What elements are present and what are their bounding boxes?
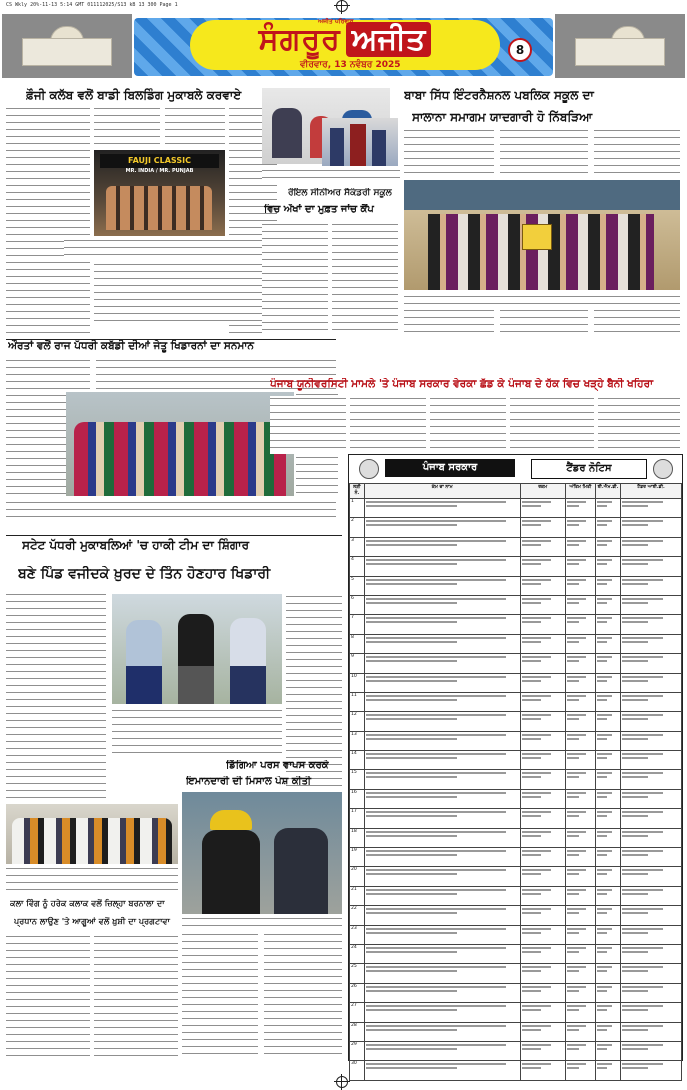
row-serial: 20 bbox=[350, 867, 365, 886]
col-work-name: ਕੰਮ ਦਾ ਨਾਮ bbox=[364, 484, 520, 499]
table-row bbox=[350, 673, 682, 692]
table-cell bbox=[520, 712, 565, 731]
photo-kabaddi-players bbox=[66, 392, 294, 496]
table-cell bbox=[520, 1041, 565, 1060]
article-body-university-col1 bbox=[270, 396, 346, 454]
table-cell bbox=[520, 634, 565, 653]
table-cell bbox=[621, 557, 682, 576]
tender-header bbox=[349, 455, 682, 481]
table-cell bbox=[596, 499, 621, 518]
table-cell bbox=[596, 654, 621, 673]
table-cell bbox=[520, 809, 565, 828]
table-row bbox=[350, 1022, 682, 1041]
table-cell bbox=[565, 964, 595, 983]
col-deadline: ਅੰਤਿਮ ਮਿਤੀ bbox=[565, 484, 595, 499]
table-cell bbox=[596, 964, 621, 983]
article-body-university-col5 bbox=[598, 396, 680, 454]
row-serial: 14 bbox=[350, 751, 365, 770]
table-cell bbox=[621, 634, 682, 653]
table-cell bbox=[621, 789, 682, 808]
table-cell bbox=[596, 673, 621, 692]
table-row bbox=[350, 1061, 682, 1080]
table-cell bbox=[621, 751, 682, 770]
headline-honesty-2: ਇਮਾਨਦਾਰੀ ਦੀ ਮਿਸਾਲ ਪੇਸ਼ ਕੀਤੀ bbox=[186, 776, 312, 787]
article-body-university-col2 bbox=[350, 396, 426, 454]
table-cell bbox=[596, 712, 621, 731]
table-cell bbox=[596, 557, 621, 576]
table-cell bbox=[565, 983, 595, 1002]
table-cell bbox=[596, 576, 621, 595]
table-cell bbox=[596, 692, 621, 711]
table-cell bbox=[364, 557, 520, 576]
headline-eye-camp-1: ਰੌਇਲ ਸੀਨੀਅਰ ਸੈਕੰਡਰੀ ਸਕੂਲ bbox=[288, 188, 392, 198]
table-row bbox=[350, 809, 682, 828]
table-cell bbox=[621, 1022, 682, 1041]
row-serial: 6 bbox=[350, 595, 365, 614]
table-row bbox=[350, 867, 682, 886]
table-cell bbox=[520, 867, 565, 886]
row-serial: 26 bbox=[350, 983, 365, 1002]
photo-caption-baba-sidh bbox=[404, 294, 680, 306]
table-cell bbox=[364, 615, 520, 634]
table-cell bbox=[364, 983, 520, 1002]
table-row bbox=[350, 615, 682, 634]
table-cell bbox=[520, 673, 565, 692]
table-cell bbox=[364, 576, 520, 595]
table-cell bbox=[364, 848, 520, 867]
government-seal-icon bbox=[359, 459, 379, 479]
table-row bbox=[350, 789, 682, 808]
table-cell bbox=[621, 906, 682, 925]
table-cell bbox=[565, 1003, 595, 1022]
table-cell bbox=[565, 770, 595, 789]
table-cell bbox=[520, 848, 565, 867]
article-body-fauji-col3 bbox=[165, 106, 225, 146]
table-cell bbox=[621, 828, 682, 847]
table-cell bbox=[565, 789, 595, 808]
table-cell bbox=[565, 537, 595, 556]
table-cell bbox=[565, 499, 595, 518]
divider-2 bbox=[6, 535, 342, 536]
row-serial: 2 bbox=[350, 518, 365, 537]
table-row bbox=[350, 634, 682, 653]
table-row bbox=[350, 964, 682, 983]
table-cell bbox=[520, 1061, 565, 1080]
table-cell bbox=[596, 809, 621, 828]
row-serial: 27 bbox=[350, 1003, 365, 1022]
masthead-photo-right bbox=[555, 14, 685, 78]
table-row bbox=[350, 944, 682, 963]
table-cell bbox=[621, 595, 682, 614]
headline-baba-sidh-2: ਸਾਲਾਨਾ ਸਮਾਗਮ ਯਾਦਗਾਰੀ ਹੋ ਨਿੱਬੜਿਆ bbox=[412, 110, 593, 124]
article-body-university-col4 bbox=[510, 396, 594, 454]
page-number: 8 bbox=[508, 38, 532, 62]
table-cell bbox=[621, 925, 682, 944]
table-cell bbox=[596, 925, 621, 944]
table-cell bbox=[596, 944, 621, 963]
table-cell bbox=[621, 886, 682, 905]
table-cell bbox=[621, 576, 682, 595]
table-cell bbox=[621, 615, 682, 634]
table-cell bbox=[520, 944, 565, 963]
row-serial: 17 bbox=[350, 809, 365, 828]
tender-government-title: ਪੰਜਾਬ ਸਰਕਾਰ bbox=[385, 459, 515, 477]
table-row bbox=[350, 499, 682, 518]
table-cell bbox=[621, 518, 682, 537]
table-cell bbox=[596, 1022, 621, 1041]
table-cell bbox=[596, 1061, 621, 1080]
row-serial: 15 bbox=[350, 770, 365, 789]
table-cell bbox=[565, 692, 595, 711]
table-cell bbox=[565, 925, 595, 944]
table-cell bbox=[520, 518, 565, 537]
table-cell bbox=[565, 906, 595, 925]
table-cell bbox=[364, 770, 520, 789]
table-cell bbox=[520, 595, 565, 614]
table-cell bbox=[364, 499, 520, 518]
row-serial: 18 bbox=[350, 828, 365, 847]
table-cell bbox=[596, 537, 621, 556]
masthead-paper-name: ਅਜੀਤ bbox=[346, 22, 432, 57]
table-cell bbox=[364, 537, 520, 556]
banner-fauji-classic: FAUJI CLASSIC bbox=[100, 154, 219, 168]
table-row bbox=[350, 1003, 682, 1022]
table-cell bbox=[364, 595, 520, 614]
row-serial: 28 bbox=[350, 1022, 365, 1041]
table-row bbox=[350, 518, 682, 537]
row-serial: 25 bbox=[350, 964, 365, 983]
headline-honesty-1: ਡਿੱਗਿਆ ਪਰਸ ਵਾਪਸ ਕਰਕੇ bbox=[226, 760, 329, 771]
masthead-tagline: ਅਜੀਤ ਪਰਿਵਾਰ bbox=[318, 18, 354, 25]
row-serial: 23 bbox=[350, 925, 365, 944]
table-cell bbox=[364, 925, 520, 944]
article-body-hockey-col1 bbox=[6, 592, 106, 800]
article-body-kala-col2 bbox=[94, 934, 178, 1058]
table-row bbox=[350, 886, 682, 905]
table-cell bbox=[565, 809, 595, 828]
row-serial: 29 bbox=[350, 1041, 365, 1060]
table-cell bbox=[364, 654, 520, 673]
article-body-kala-col1 bbox=[6, 934, 90, 1058]
masthead-city: ਸੰਗਰੂਰ bbox=[258, 22, 341, 57]
tender-table bbox=[349, 483, 682, 1081]
row-serial: 9 bbox=[350, 654, 365, 673]
article-body-eye-camp-col1 bbox=[262, 222, 328, 334]
article-body-baba-sidh-col5 bbox=[500, 308, 588, 338]
headline-baba-sidh-1: ਬਾਬਾ ਸਿੱਧ ਇੰਟਰਨੈਸ਼ਨਲ ਪਬਲਿਕ ਸਕੂਲ ਦਾ bbox=[404, 88, 594, 102]
photo-honesty bbox=[182, 792, 342, 914]
col-amount: ਰਕਮ bbox=[520, 484, 565, 499]
table-cell bbox=[621, 809, 682, 828]
table-cell bbox=[364, 809, 520, 828]
article-body-university-col3 bbox=[430, 396, 506, 454]
table-cell bbox=[621, 692, 682, 711]
headline-kala-club-2: ਪ੍ਰਧਾਨ ਲਾਉਣ 'ਤੇ ਆਗੂਆਂ ਵਲੋਂ ਖ਼ੁਸ਼ੀ ਦਾ ਪ੍ਰਗਟਾਵਾ bbox=[14, 916, 170, 926]
table-cell bbox=[565, 557, 595, 576]
table-cell bbox=[364, 789, 520, 808]
table-cell bbox=[621, 673, 682, 692]
table-cell bbox=[621, 770, 682, 789]
table-row bbox=[350, 848, 682, 867]
headline-women-honour: ਔਰਤਾਂ ਵਲੋਂ ਰਾਜ ਪੱਧਰੀ ਕਬੱਡੀ ਦੀਆਂ ਜੇਤੂ ਖਿਡਾਰਨਾਂ ਦਾ ਸਨਮਾਨ bbox=[8, 340, 254, 352]
emblem-icon bbox=[653, 459, 673, 479]
photo-bodybuilding bbox=[94, 150, 225, 236]
col-serial: ਲੜੀ ਨੰ. bbox=[350, 484, 365, 499]
headline-hockey-1: ਸਟੇਟ ਪੱਧਰੀ ਮੁਕਾਬਲਿਆਂ 'ਚ ਹਾਕੀ ਟੀਮ ਦਾ ਸ਼ਿੰਗਾਰ bbox=[22, 538, 250, 552]
table-cell bbox=[596, 983, 621, 1002]
table-row bbox=[350, 770, 682, 789]
table-cell bbox=[621, 499, 682, 518]
table-cell bbox=[596, 751, 621, 770]
table-cell bbox=[520, 983, 565, 1002]
article-body-baba-sidh-col3 bbox=[594, 128, 680, 178]
table-row bbox=[350, 654, 682, 673]
row-serial: 13 bbox=[350, 731, 365, 750]
table-cell bbox=[520, 906, 565, 925]
photo-caption-honesty bbox=[182, 916, 342, 928]
table-cell bbox=[596, 886, 621, 905]
table-cell bbox=[621, 867, 682, 886]
table-cell bbox=[364, 731, 520, 750]
table-cell bbox=[565, 944, 595, 963]
table-cell bbox=[565, 576, 595, 595]
table-cell bbox=[621, 731, 682, 750]
table-cell bbox=[520, 692, 565, 711]
article-body-baba-sidh-col4 bbox=[404, 308, 494, 338]
photo-kala-club bbox=[6, 804, 178, 864]
article-body-fauji-col2 bbox=[94, 106, 160, 146]
table-cell bbox=[364, 634, 520, 653]
article-body-fauji-bottom bbox=[94, 262, 278, 322]
table-cell bbox=[596, 731, 621, 750]
table-cell bbox=[565, 828, 595, 847]
table-cell bbox=[565, 867, 595, 886]
table-cell bbox=[565, 848, 595, 867]
table-cell bbox=[565, 731, 595, 750]
table-cell bbox=[565, 1041, 595, 1060]
table-row bbox=[350, 1041, 682, 1060]
table-row bbox=[350, 692, 682, 711]
article-body-honesty-col2 bbox=[264, 932, 342, 1058]
table-cell bbox=[565, 1022, 595, 1041]
table-cell bbox=[621, 964, 682, 983]
table-row bbox=[350, 557, 682, 576]
row-serial: 8 bbox=[350, 634, 365, 653]
table-cell bbox=[565, 518, 595, 537]
table-cell bbox=[520, 576, 565, 595]
table-cell bbox=[565, 1061, 595, 1080]
print-slug: CS Wkly 20%-11-13 5:14 GMT 011112025/S13 kB 13 300 Page 1 bbox=[6, 2, 178, 8]
photo-hockey-players bbox=[112, 594, 282, 704]
table-cell bbox=[520, 557, 565, 576]
table-cell bbox=[596, 1003, 621, 1022]
table-cell bbox=[565, 615, 595, 634]
table-cell bbox=[621, 944, 682, 963]
table-cell bbox=[364, 867, 520, 886]
photo-annual-function bbox=[404, 180, 680, 290]
photo-caption-women bbox=[6, 500, 336, 522]
headline-hockey-2: ਬਣੇ ਪਿੰਡ ਵਜੀਦਕੇ ਖ਼ੁਰਦ ਦੇ ਤਿੰਨ ਹੋਣਹਾਰ ਖਿਡਾਰੀ bbox=[18, 566, 271, 582]
article-body-honesty-col1 bbox=[182, 932, 258, 1058]
table-cell bbox=[364, 964, 520, 983]
table-cell bbox=[596, 634, 621, 653]
table-cell bbox=[596, 770, 621, 789]
col-emd: ਈ.ਐਮ.ਡੀ. bbox=[596, 484, 621, 499]
table-row bbox=[350, 906, 682, 925]
table-cell bbox=[520, 499, 565, 518]
table-cell bbox=[520, 964, 565, 983]
table-cell bbox=[596, 848, 621, 867]
row-serial: 19 bbox=[350, 848, 365, 867]
headline-university: ਪੰਜਾਬ ਯੂਨੀਵਰਸਿਟੀ ਮਾਮਲੇ 'ਤੇ ਪੰਜਾਬ ਸਰਕਾਰ ਵੇਰਕਾ ਛੱਡ ਕੇ ਪੰਜਾਬ ਦੇ ਹੱਕ ਵਿਚ ਖੜ੍ਹੇ ਬੈਨੀ ਖਹਿਰਾ bbox=[270, 378, 654, 390]
table-cell bbox=[364, 673, 520, 692]
table-cell bbox=[596, 1041, 621, 1060]
row-serial: 10 bbox=[350, 673, 365, 692]
tender-notice-title: ਟੈਂਡਰ ਨੋਟਿਸ bbox=[531, 459, 647, 479]
table-cell bbox=[520, 731, 565, 750]
banner-fauji-subtitle: MR. INDIA / MR. PUNJAB bbox=[125, 168, 194, 174]
table-cell bbox=[364, 886, 520, 905]
table-row bbox=[350, 983, 682, 1002]
photo-eye-camp-2 bbox=[322, 118, 398, 166]
table-cell bbox=[520, 751, 565, 770]
table-cell bbox=[364, 828, 520, 847]
table-cell bbox=[596, 595, 621, 614]
row-serial: 3 bbox=[350, 537, 365, 556]
table-cell bbox=[364, 906, 520, 925]
row-serial: 12 bbox=[350, 712, 365, 731]
row-serial: 5 bbox=[350, 576, 365, 595]
table-row bbox=[350, 576, 682, 595]
table-cell bbox=[520, 1003, 565, 1022]
photo-caption-eye-camp bbox=[262, 168, 400, 184]
tender-notice bbox=[348, 454, 683, 1067]
table-row bbox=[350, 925, 682, 944]
table-cell bbox=[364, 751, 520, 770]
headline-eye-camp-2: ਵਿਚ ਅੱਖਾਂ ਦਾ ਮੁਫ਼ਤ ਜਾਂਚ ਕੈਂਪ bbox=[264, 204, 374, 215]
table-cell bbox=[520, 770, 565, 789]
article-body-hockey-col2 bbox=[112, 708, 282, 754]
table-cell bbox=[621, 1041, 682, 1060]
table-row bbox=[350, 731, 682, 750]
article-body-eye-camp-col2 bbox=[332, 222, 398, 334]
article-body-baba-sidh-col6 bbox=[594, 308, 680, 338]
row-serial: 24 bbox=[350, 944, 365, 963]
row-serial: 1 bbox=[350, 499, 365, 518]
col-tender-id: ਟੈਂਡਰ ਆਈ.ਡੀ. bbox=[621, 484, 682, 499]
table-cell bbox=[364, 1041, 520, 1060]
masthead-date: ਵੀਰਵਾਰ, 13 ਨਵੰਬਰ 2025 bbox=[300, 60, 401, 70]
headline-fauji-club: ਫ਼ੌਜੀ ਕਲੱਬ ਵਲੋਂ ਬਾਡੀ ਬਿਲਡਿੰਗ ਮੁਕਾਬਲੇ ਕਰਵਾਏ bbox=[26, 88, 242, 102]
registration-mark-bottom bbox=[336, 1076, 348, 1088]
table-row bbox=[350, 595, 682, 614]
table-cell bbox=[364, 944, 520, 963]
table-cell bbox=[621, 654, 682, 673]
table-cell bbox=[621, 1003, 682, 1022]
table-cell bbox=[364, 692, 520, 711]
table-cell bbox=[520, 654, 565, 673]
table-cell bbox=[596, 615, 621, 634]
table-cell bbox=[364, 1022, 520, 1041]
row-serial: 22 bbox=[350, 906, 365, 925]
photo-caption-kala-club bbox=[6, 866, 178, 894]
table-row bbox=[350, 712, 682, 731]
table-cell bbox=[565, 751, 595, 770]
table-cell bbox=[596, 518, 621, 537]
row-serial: 4 bbox=[350, 557, 365, 576]
row-serial: 30 bbox=[350, 1061, 365, 1080]
table-cell bbox=[520, 925, 565, 944]
table-cell bbox=[596, 867, 621, 886]
row-serial: 21 bbox=[350, 886, 365, 905]
row-serial: 7 bbox=[350, 615, 365, 634]
table-cell bbox=[565, 673, 595, 692]
table-cell bbox=[520, 789, 565, 808]
headline-kala-club-1: ਕਲਾ ਵਿੰਗ ਨੂੰ ਹਰੇਕ ਕਲਾਕ ਵਲੋਂ ਜ਼ਿਲ੍ਹਾ ਬਰਨਾਲਾ ਦਾ bbox=[10, 898, 165, 908]
row-serial: 16 bbox=[350, 789, 365, 808]
table-row bbox=[350, 751, 682, 770]
masthead-photo-left bbox=[2, 14, 132, 78]
table-cell bbox=[364, 712, 520, 731]
table-cell bbox=[520, 886, 565, 905]
tender-table-header bbox=[350, 484, 682, 499]
table-cell bbox=[520, 615, 565, 634]
table-cell bbox=[364, 1061, 520, 1080]
table-cell bbox=[596, 906, 621, 925]
table-cell bbox=[621, 848, 682, 867]
article-body-baba-sidh-col2 bbox=[500, 128, 588, 178]
table-cell bbox=[565, 634, 595, 653]
row-serial: 11 bbox=[350, 692, 365, 711]
table-cell bbox=[621, 983, 682, 1002]
table-row bbox=[350, 828, 682, 847]
table-cell bbox=[565, 712, 595, 731]
table-row bbox=[350, 537, 682, 556]
table-cell bbox=[596, 789, 621, 808]
table-cell bbox=[364, 518, 520, 537]
table-cell bbox=[621, 1061, 682, 1080]
table-cell bbox=[364, 1003, 520, 1022]
article-body-fauji-col1 bbox=[6, 106, 90, 336]
photo-caption-fauji bbox=[64, 238, 278, 260]
table-cell bbox=[520, 1022, 565, 1041]
table-cell bbox=[621, 537, 682, 556]
table-cell bbox=[621, 712, 682, 731]
table-cell bbox=[565, 595, 595, 614]
table-cell bbox=[520, 537, 565, 556]
table-cell bbox=[520, 828, 565, 847]
table-cell bbox=[565, 886, 595, 905]
table-cell bbox=[596, 828, 621, 847]
table-cell bbox=[565, 654, 595, 673]
registration-mark-top bbox=[336, 0, 348, 12]
article-body-baba-sidh-col1 bbox=[404, 128, 494, 178]
